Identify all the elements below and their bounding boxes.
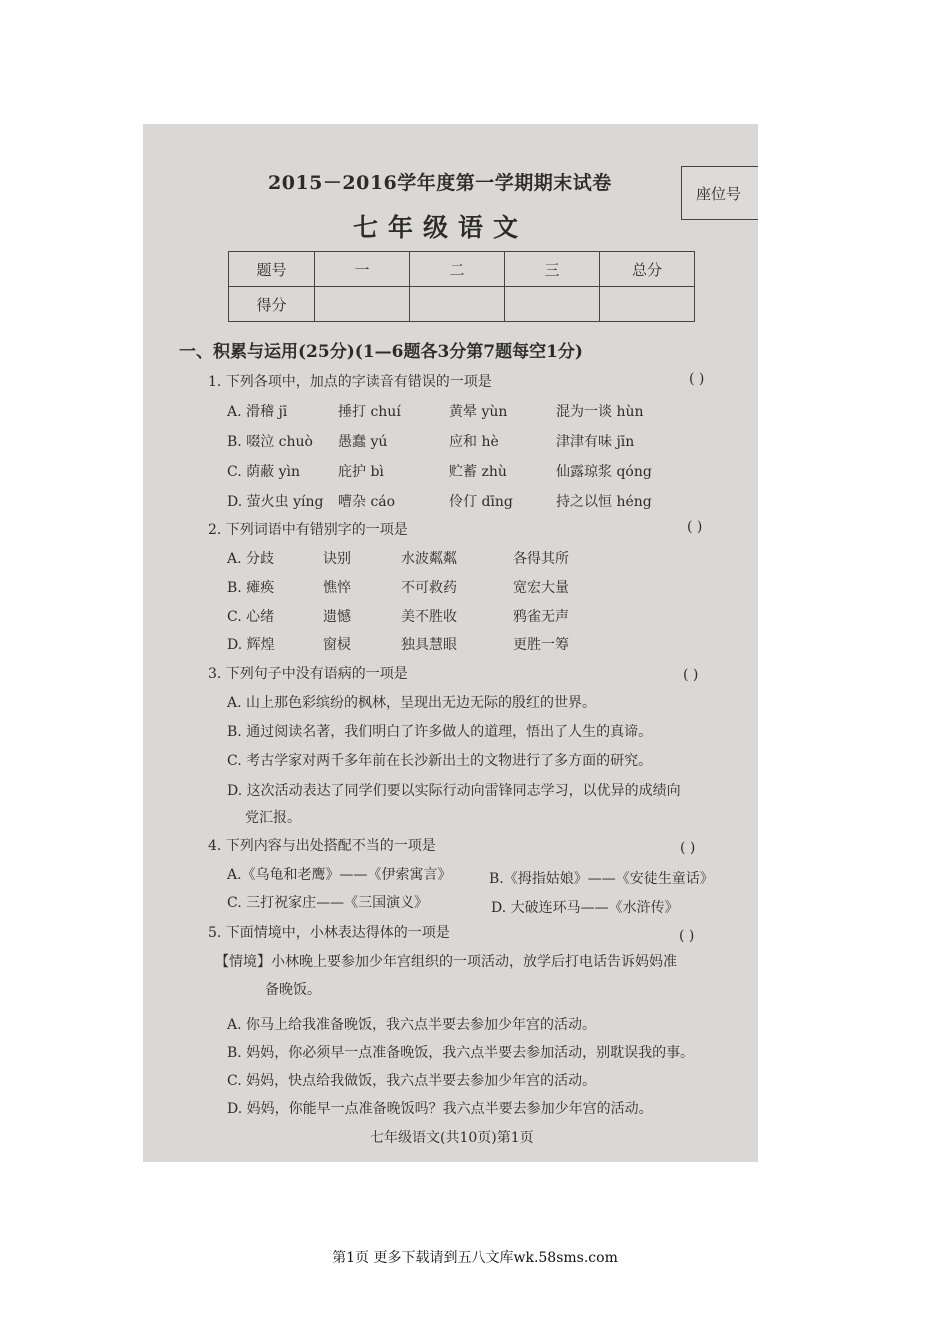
option: 美不胜收 [401, 609, 457, 625]
score-cell [410, 287, 505, 322]
option: B. 啜泣 chuò [227, 434, 313, 450]
question-stem: 4. 下列内容与出处搭配不当的一项是 [208, 838, 436, 854]
answer-paren: ( ) [689, 371, 705, 387]
option: 更胜一筹 [513, 637, 569, 653]
option: D. 大破连环马——《水浒传》 [491, 900, 679, 916]
question-stem: 5. 下面情境中，小林表达得体的一项是 [208, 925, 450, 941]
option: 诀别 [323, 551, 351, 567]
option: C. 考古学家对两千多年前在长沙新出土的文物进行了多方面的研究。 [227, 753, 653, 769]
option: B.《拇指姑娘》——《安徒生童话》 [489, 871, 714, 887]
score-cell: 一 [315, 252, 410, 287]
question-stem: 1. 下列各项中，加点的字读音有错误的一项是 [208, 374, 492, 390]
option: 黄晕 yùn [449, 404, 508, 420]
option: 水波粼粼 [401, 551, 457, 567]
option: B. 瘫痪 [227, 580, 275, 596]
score-cell: 三 [505, 252, 600, 287]
download-footer: 第1页 更多下载请到五八文库wk.58sms.com [332, 1250, 618, 1266]
section-heading: 一、积累与运用(25分)(1—6题各3分第7题每空1分) [179, 342, 583, 362]
score-cell [505, 287, 600, 322]
option: 嘈杂 cáo [338, 494, 396, 510]
option: A. 你马上给我准备晚饭，我六点半要去参加少年宫的活动。 [227, 1017, 597, 1033]
option: 不可救药 [401, 580, 457, 596]
page-number: 七年级语文(共10页)第1页 [370, 1130, 534, 1146]
question-stem: 3. 下列句子中没有语病的一项是 [208, 666, 408, 682]
score-cell: 总分 [600, 252, 695, 287]
option: C. 心绪 [227, 609, 275, 625]
option: B. 通过阅读名著，我们明白了许多做人的道理，悟出了人生的真谛。 [227, 724, 653, 740]
answer-paren: ( ) [680, 840, 696, 856]
option: 伶仃 dīng [449, 494, 513, 510]
option: 愚蠢 yú [338, 434, 388, 450]
option: A.《乌龟和老鹰》——《伊索寓言》 [227, 867, 452, 883]
option: 宽宏大量 [513, 580, 569, 596]
option: 独具慧眼 [401, 637, 457, 653]
seat-number-box: 座位号 [681, 166, 758, 220]
option: 混为一谈 hùn [556, 404, 644, 420]
context-text: 【情境】小林晚上要参加少年宫组织的一项活动，放学后打电话告诉妈妈准 [215, 954, 677, 970]
exam-photo [143, 124, 758, 1162]
option: A. 山上那色彩缤纷的枫林，呈现出无边无际的殷红的世界。 [227, 695, 597, 711]
option: C. 三打祝家庄——《三国演义》 [227, 895, 429, 911]
option: 各得其所 [513, 551, 569, 567]
option: 贮蓄 zhù [449, 464, 507, 480]
score-cell: 题号 [229, 252, 315, 287]
option: 鸦雀无声 [513, 609, 569, 625]
option: 遗憾 [323, 609, 351, 625]
option: A. 分歧 [227, 551, 275, 567]
option: B. 妈妈，你必须早一点准备晚饭，我六点半要去参加活动，别耽误我的事。 [227, 1045, 695, 1061]
option-continuation: 党汇报。 [245, 810, 301, 826]
exam-title: 2015－2016学年度第一学期期末试卷 [268, 172, 612, 194]
option: 憔悴 [323, 580, 351, 596]
answer-paren: ( ) [679, 928, 695, 944]
answer-paren: ( ) [683, 667, 699, 683]
question-stem: 2. 下列词语中有错别字的一项是 [208, 522, 408, 538]
score-cell: 得分 [229, 287, 315, 322]
score-cell [600, 287, 695, 322]
option: D. 萤火虫 yíng [227, 494, 324, 510]
score-table-header-row [229, 252, 695, 287]
option: D. 这次活动表达了同学们要以实际行动向雷锋同志学习，以优异的成绩向 [227, 783, 681, 799]
score-cell: 二 [410, 252, 505, 287]
option: D. 辉煌 [227, 637, 275, 653]
option: 窗棂 [323, 637, 351, 653]
option: C. 妈妈，快点给我做饭，我六点半要去参加少年宫的活动。 [227, 1073, 597, 1089]
option: 应和 hè [449, 434, 499, 450]
answer-paren: ( ) [687, 519, 703, 535]
option: 庇护 bì [338, 464, 384, 480]
score-table [228, 251, 695, 322]
context-text: 备晚饭。 [265, 982, 321, 998]
option: 津津有味 jīn [556, 434, 635, 450]
option: A. 滑稽 jī [227, 404, 288, 420]
exam-subtitle: 七年级语文 [353, 213, 529, 242]
option: 捶打 chuí [338, 404, 401, 420]
option: D. 妈妈，你能早一点准备晚饭吗？我六点半要去参加少年宫的活动。 [227, 1101, 653, 1117]
score-table-score-row [229, 287, 695, 322]
option: 仙露琼浆 qóng [556, 464, 652, 480]
option: C. 荫蔽 yìn [227, 464, 300, 480]
option: 持之以恒 héng [556, 494, 652, 510]
score-cell [315, 287, 410, 322]
